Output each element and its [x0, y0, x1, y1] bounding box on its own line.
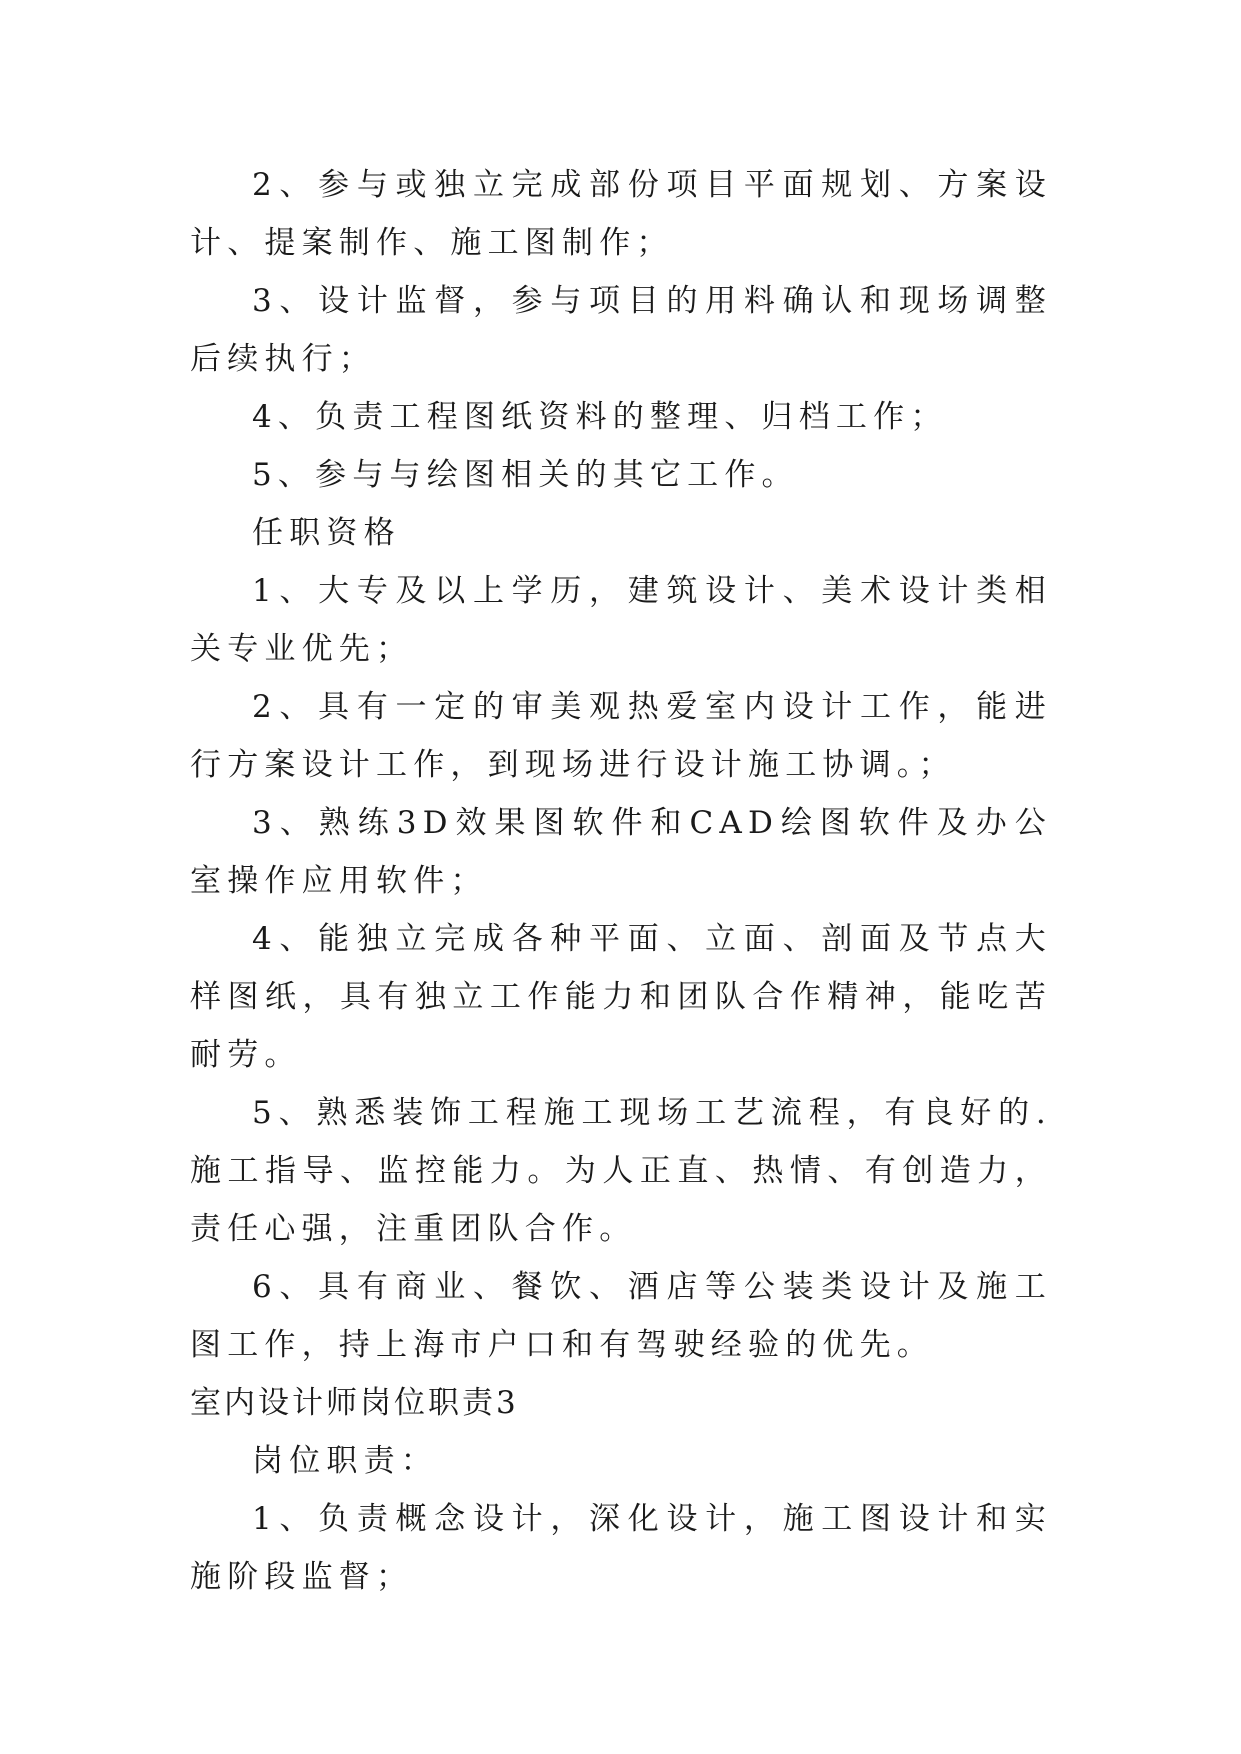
qualification-item-2: 2、具有一定的审美观热爱室内设计工作，能进行方案设计工作，到现场进行设计施工协调。； — [190, 689, 1052, 783]
qualification-item-4: 4、能独立完成各种平面、立面、剖面及节点大样图纸，具有独立工作能力和团队合作精神，能吃苦耐劳。 — [190, 921, 1052, 1073]
duty-item-4: 4、负责工程图纸资料的整理、归档工作； — [252, 399, 948, 435]
document-body — [190, 156, 1052, 1606]
section-title: 室内设计师岗位职责3 — [190, 1385, 519, 1421]
qualification-item-6: 6、具有商业、餐饮、酒店等公装类设计及施工图工作，持上海市户口和有驾驶经验的优先。 — [190, 1269, 1052, 1363]
qualification-item-5: 5、熟悉装饰工程施工现场工艺流程，有良好的.施工指导、监控能力。为人正直、热情、有创造力，责任心强，注重团队合作。 — [190, 1095, 1052, 1247]
qualification-item-1: 1、大专及以上学历，建筑设计、美术设计类相关专业优先； — [190, 573, 1052, 667]
qualification-item-3: 3、熟练3D效果图软件和CAD绘图软件及办公室操作应用软件； — [190, 805, 1052, 899]
duty-item-3: 3、设计监督，参与项目的用料确认和现场调整后续执行； — [190, 283, 1052, 377]
duty-item-2: 2、参与或独立完成部份项目平面规划、方案设计、提案制作、施工图制作； — [190, 167, 1052, 261]
duty-item-5: 5、参与与绘图相关的其它工作。 — [252, 457, 799, 493]
section3-duty-item-1: 1、负责概念设计，深化设计，施工图设计和实施阶段监督； — [190, 1501, 1052, 1595]
duties-heading: 岗位职责： — [252, 1443, 438, 1479]
qualifications-heading: 任职资格 — [252, 515, 401, 551]
